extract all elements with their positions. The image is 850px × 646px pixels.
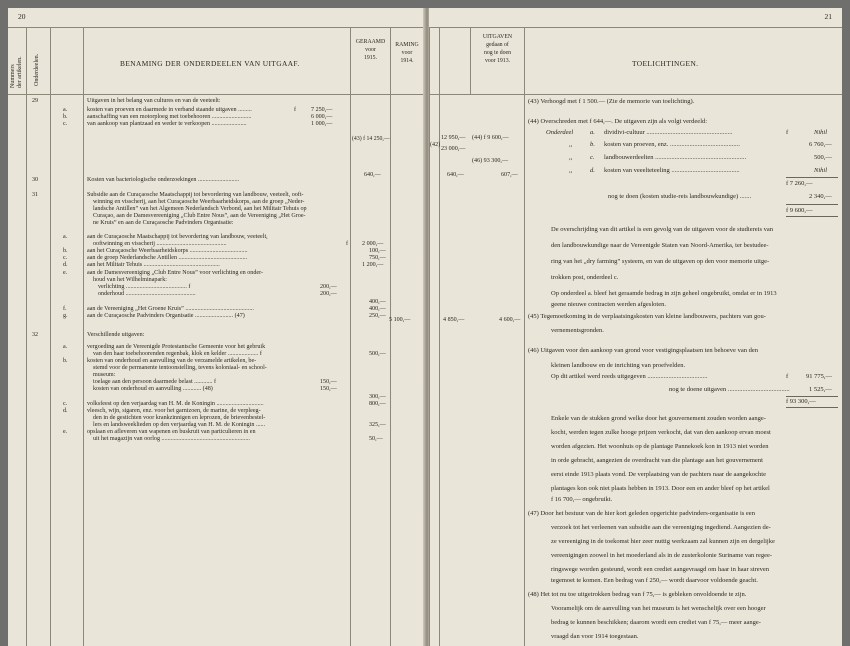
note-47: ze vereeniging in de toekomst hier zeer nuttig werkzaam zal kunnen zijn en dergelijke: [551, 538, 775, 545]
note-text: in orde gebracht, aangezien de overdracht van die plantage aan het gouvernement: [551, 457, 763, 464]
item-text: aan de Curaçaosche Maatschappij tot bevordering van landbouw, veeteelt,: [87, 234, 268, 240]
note-text: den landbouwkundige naar de Vereenigde Staten van Noord-Amerika, ter bestudee-: [551, 242, 769, 249]
sub-letter: d.: [63, 408, 68, 414]
note-text: trokken post, onderdeel c.: [551, 274, 619, 281]
table-cell: kosten van veeelteteeling ..........................................: [604, 167, 740, 174]
header-raming: RAMING voor 1914.: [395, 42, 419, 64]
sub-letter: b.: [63, 248, 68, 254]
item-text: aan het Curaçaosche Weerbaarheidskorps ......................................: [87, 248, 248, 254]
article-number: 31: [32, 192, 39, 198]
table-cell: Nihil: [814, 167, 828, 174]
header-nummers: Nummers der artikelen.: [10, 56, 23, 88]
uitgaven-amount: (44) f 9 600,—: [472, 135, 509, 141]
note-48: (48) Het tot nu toe uitgetrokken bedrag van f 75,— is gebleken onvoldoende te zijn.: [528, 591, 747, 598]
note-45: vernementsgronden.: [551, 327, 604, 334]
col-rule: [50, 27, 51, 646]
item-amount: 7 250,—: [311, 107, 333, 113]
uitgaven-amount: (46) 93 300,—: [472, 158, 509, 164]
note-47: ringswege worden gesteund, wordt een crediet aangevraagd om haar in haar streven: [551, 566, 770, 573]
note-line: Op dit artikel werd reeds uitgegeven .....................................: [551, 373, 708, 380]
note-line: nog te doen (kosten studie-reis landbouwkundige) .......: [608, 193, 752, 200]
right-page: [429, 8, 842, 646]
sum-rule: [786, 204, 838, 205]
item-text: verlichting ........................................ f: [98, 284, 191, 290]
header-benaming: BENAMING DER ONDERDEELEN VAN UITGAAF.: [120, 59, 300, 68]
sub-letter: g.: [63, 313, 68, 319]
note-47: vereenigingen zoowel in het moederland als in de zusterkolonie Suriname van regee-: [551, 552, 773, 559]
table-cell: a.: [590, 129, 595, 136]
item-amount: 2 000,—: [362, 241, 384, 247]
article-title: Uitgaven in het belang van cultures en van de veeteelt:: [87, 98, 221, 104]
article-number: 30: [32, 177, 39, 183]
note-48: Vooramelijk om de aanvulling van het museum is het wenschelijk over een hooger: [551, 605, 766, 612]
geraamd-amount: 640,—: [364, 172, 381, 178]
header-onderdeelen: Onderdeelen.: [34, 53, 40, 86]
subtotal: f 7 260,—: [786, 180, 813, 187]
item-text: opslaan en afleveren van wapenen en buskruit van particulieren in en: [87, 429, 256, 435]
item-text: kosten van onderhoud en aanvulling van de verzamelde artikelen, be-: [87, 358, 257, 364]
item-amount: 400,—: [369, 299, 386, 305]
note-47: (47) Door het bestuur van de hier kort geleden opgerichte padvinders-organisatie is een: [528, 510, 755, 517]
item-text: uit het magazijn van oorlog ..........................................................: [93, 436, 250, 442]
sum-rule: [786, 177, 838, 178]
header-bottom-rule: [8, 94, 425, 95]
item-text: lers en landsweeklieden op den verjaardag van H. M. de Koningin ......: [93, 422, 266, 428]
sub-letter: d.: [63, 262, 68, 268]
article-title: ne Kruis” en aan de Curaçaosche Padvinders Organisatie:: [93, 220, 234, 226]
note-text: kocht, werden tegen zulke hooge prijzen verkocht, dat van den aankoop ervan moest: [551, 429, 771, 436]
table-cell: dividivi-cultuur .....................................................: [604, 129, 733, 136]
item-text: museum:: [93, 372, 116, 378]
item-text: aan de Damesvereeniging „Club Entre Nous” voor verlichting en onder-: [87, 270, 264, 276]
sum-rule: [786, 216, 838, 217]
sum-rule: [786, 407, 838, 408]
sub-letter: a.: [63, 107, 68, 113]
item-amount: 325,—: [369, 422, 386, 428]
currency: f: [786, 373, 789, 380]
header-raming-cont: [439, 41, 470, 49]
item-text: aan de groep Nederlandsche Antillen .............................................: [87, 255, 248, 261]
note-text: worden afgezien. Het woonhuis op de plantage Pannekoek kon in 1913 niet worden: [551, 443, 769, 450]
article-title: winning en visscherij, aan het Curaçaosche Weerbaarheidskorps, aan de groep „Neder-: [93, 199, 305, 205]
article-title: landsche Antillen” van het Algemeen Nederlandsch Verbond, aan het Militair Tehuis op: [93, 206, 307, 212]
header-geraamd: GERAAMD voor 1915.: [355, 39, 386, 61]
item-text: volksfeest op den verjaardag van H. M. de Koningin ...............................: [87, 401, 264, 407]
left-page-number: 20: [18, 12, 26, 21]
raming-amount: 640,—: [447, 172, 464, 178]
item-amount: 250,—: [369, 313, 386, 319]
total: f 9 600,—: [786, 207, 813, 214]
sub-letter: a.: [63, 344, 68, 350]
header-uitgaven: UITGAVEN gedaan of nog te doen voor 1913.: [482, 34, 513, 64]
geraamd-amount: (43) f 14 250,—: [352, 136, 390, 142]
raming-amount: 23 000,—: [441, 146, 466, 152]
table-cell: d.: [590, 167, 595, 174]
currency: f: [346, 241, 349, 247]
note-text: ring van het „dry farming” systeem, en van de uitgaven op den voor memorie uitge-: [551, 258, 770, 265]
note-48: bedrag te kunnen beschikken; daarom wordt een crediet van f 75,— meer aange-: [551, 619, 761, 626]
item-text: van aankoop van plantzaad en weder te verkoopen .......................: [87, 121, 247, 127]
table-cell: kosten van proeven, enz. ...........................................: [604, 141, 740, 148]
item-text: aan de Curaçaosche Padvinders Organisatie ......................... (47): [87, 313, 245, 319]
note-47: verzoek tot het verleenen van subsidie aan die vereeniging ingediend. Aangezien de-: [551, 524, 771, 531]
table-cell: Nihil: [814, 129, 828, 136]
item-amount: 200,—: [320, 284, 337, 290]
sub-letter: a.: [63, 234, 68, 240]
item-amount: 750,—: [369, 255, 386, 261]
raming-amount: 4 850,—: [443, 317, 465, 323]
item-text: kosten van proeven en daarmede in verband staande uitgaven .........: [87, 107, 252, 113]
col-rule: [83, 27, 84, 646]
sub-letter: e.: [63, 429, 68, 435]
item-text: vleesch, wijn, sigaren, enz. voor het garnizoen, de marine, de verpleeg-: [87, 408, 261, 414]
article-title: Verschillende uitgaven:: [87, 332, 145, 338]
sub-letter: e.: [63, 270, 68, 276]
article-number: 32: [32, 332, 39, 338]
item-amount: 50,—: [369, 436, 383, 442]
note-amount: 91 775,—: [806, 373, 832, 380]
note-46: (46) Uitgaven voor den aankoop van grond voor vestigingsplaatsen ten behoeve van den: [528, 347, 758, 354]
item-text: ooftwinning en visscherij ..............................................: [93, 241, 227, 247]
sub-letter: f.: [63, 306, 67, 312]
item-amount: 1 200,—: [362, 262, 384, 268]
sub-letter: c.: [63, 255, 68, 261]
note-47: tegemoet te komen. Een bedrag van f 250,— wordt daarvoor voldoende geacht.: [551, 577, 758, 584]
item-amount: 300,—: [369, 394, 386, 400]
item-text: kosten van onderhoud en aanvulling ............ (48): [93, 386, 213, 392]
item-text: onderhoud ..............................................: [98, 291, 196, 297]
table-cell: c.: [590, 154, 595, 161]
item-text: houd van het Wilhelminapark:: [93, 277, 167, 283]
table-cell: ,,: [569, 141, 573, 148]
col-rule: [26, 27, 27, 646]
item-amount: 1 000,—: [311, 121, 333, 127]
item-amount: 100,—: [369, 248, 386, 254]
item-text: toelage aan den persoon daarmede belast ............ f: [93, 379, 217, 385]
sub-letter: c.: [63, 401, 68, 407]
sub-letter: b.: [63, 114, 68, 120]
col-rule: [350, 27, 351, 646]
note-line: nog te doene uitgaven ......................................: [669, 386, 790, 393]
total: f 93 300,—: [786, 398, 816, 405]
item-text: stemd voor de permanente tentoonstelling, tevens koloniaal- en school-: [93, 365, 267, 371]
note-text: plantages kon ook niet plaats hebben in 1913. Door een en ander bleef op het artikel: [551, 485, 770, 492]
table-cell: ,,: [569, 167, 573, 174]
note-text: De overschrijding van dit artikel is een gevolg van de uitgaven voor de studiereis van: [551, 226, 774, 233]
note-text: geene nieuwe contracten werden afgesloten.: [551, 301, 666, 308]
table-cell: b.: [590, 141, 595, 148]
raming-amount: 12 950,—: [441, 135, 466, 141]
item-text: den in de gestichten voor krankzinnigen en leprozen, de brievenbestel-: [93, 415, 266, 421]
col-rule: [390, 27, 391, 646]
article-number: 29: [32, 98, 39, 104]
note-text: Enkele van de stukken grond welke door het gouvernement zouden worden aange-: [551, 415, 766, 422]
currency: f: [786, 129, 789, 136]
note-46: kleinen landbouw en de inrichting van proefvelden.: [551, 362, 686, 369]
sub-letter: b.: [63, 358, 68, 364]
note-48: vraagd dan voor 1914 toegestaan.: [551, 633, 639, 640]
note-43: (43) Verhoogd met f 1 500.— (Zie de memorie van toelichting).: [528, 98, 695, 105]
item-amount: 500,—: [369, 351, 386, 357]
item-amount: 150,—: [320, 386, 337, 392]
item-amount: 200,—: [320, 291, 337, 297]
geraamd-amount: 5 100,—: [389, 317, 411, 323]
note-text: Op onderdeel a. bleef het geraamde bedrag in zijn geheel ongebruikt, omdat er in 1913: [551, 290, 777, 297]
note-amount: 2 340,—: [809, 193, 832, 200]
item-amount: 800,—: [369, 401, 386, 407]
currency: f: [294, 107, 297, 113]
item-text: aan de Vereeniging „Het Groene Kruis” .............................................: [87, 306, 254, 312]
note-44: (44) Overschreden met f 644,—. De uitgaven zijn als volgt verdeeld:: [528, 118, 708, 125]
article-title: Curaçao, aan de Damesvereeniging „Club Entre Nous”, aan de Vereeniging „Het Groe-: [93, 213, 306, 219]
header-toelichtingen: TOELICHTINGEN.: [632, 59, 699, 68]
uitgaven-amount: 607,—: [501, 172, 518, 178]
left-page: [8, 8, 425, 646]
item-amount: 400,—: [369, 306, 386, 312]
table-cell: Onderdeel: [546, 129, 574, 136]
uitgaven-amount: 4 600,—: [499, 317, 521, 323]
article-title: Subsidie aan de Curaçaosche Maatschappij tot bevordering van landbouw, veeteelt, ooft-: [87, 192, 304, 198]
right-page-number: 21: [824, 12, 832, 21]
table-cell: ,,: [569, 154, 573, 161]
table-cell: 6 760,—: [809, 141, 832, 148]
note-ref: (42): [430, 142, 441, 148]
table-cell: landbouwerdeelten ........................................................: [604, 154, 747, 161]
item-text: aanschaffing van een motorploeg met toebehooren ..........................: [87, 114, 252, 120]
item-amount: 6 000,—: [311, 114, 333, 120]
note-amount: 1 525,—: [809, 386, 832, 393]
item-text: aan het Militair Tehuis ..................................................: [87, 262, 220, 268]
sum-rule: [786, 396, 838, 397]
item-text: van den haar toebehoorenden regenbak, klok en kelder .................... f: [93, 351, 262, 357]
item-text: vergoeding aan de Vereenigde Protestantsche Gemeente voor het gebruik: [87, 344, 266, 350]
header-top-rule: [8, 27, 425, 28]
item-amount: 150,—: [320, 379, 337, 385]
article-title: Kosten van bacteriologische onderzoekingen ...........................: [87, 177, 240, 183]
sub-letter: c.: [63, 121, 68, 127]
note-45: (45) Tegemoetkoming in de verplaatsingskosten van kleine landbouwers, pachters van gou-: [528, 313, 766, 320]
table-cell: 500,—: [814, 154, 832, 161]
note-text: f 16 700,— ongebruikt.: [551, 496, 613, 503]
note-text: eerst einde 1913 plaats vond. De verplaatsing van de pachters naar de aangekochte: [551, 471, 766, 478]
